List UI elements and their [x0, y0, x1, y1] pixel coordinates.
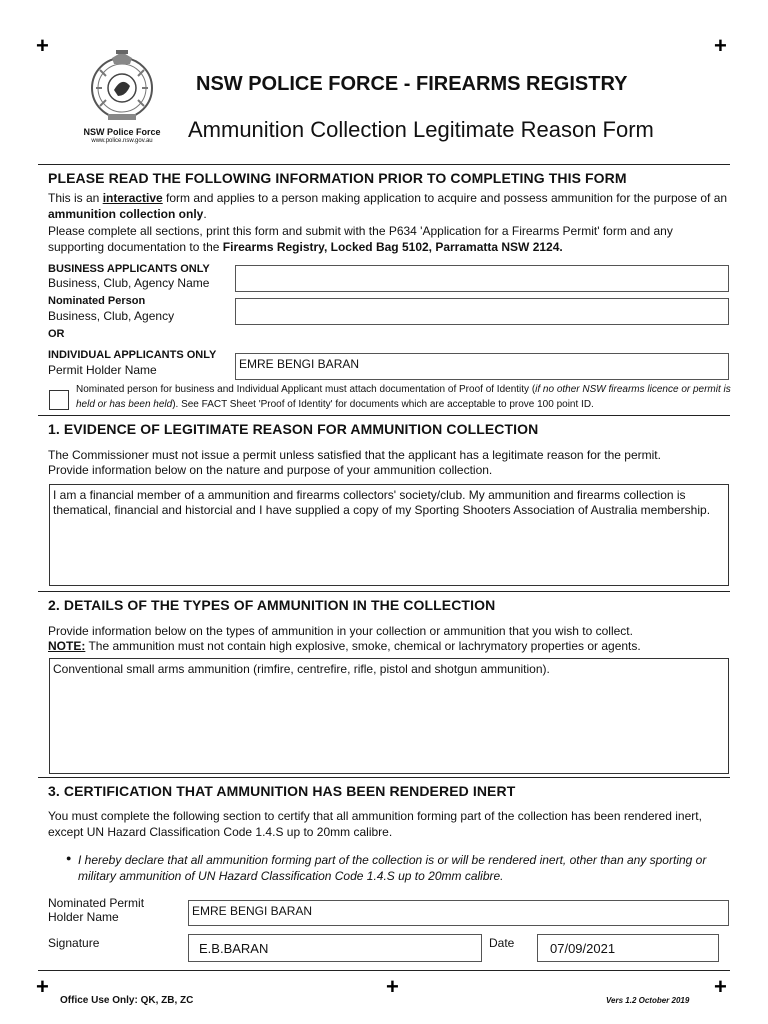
registration-mark: +	[36, 974, 49, 999]
registration-mark: +	[714, 33, 727, 58]
divider	[38, 164, 730, 165]
logo-name: NSW Police Force	[83, 127, 161, 137]
form-title: Ammunition Collection Legitimate Reason Form	[188, 117, 654, 142]
office-use-label: Office Use Only: QK, ZB, ZC	[60, 995, 194, 1006]
police-crest-icon	[86, 50, 158, 124]
bullet-icon: ●	[66, 853, 72, 863]
nominated-holder-name-field[interactable]: EMRE BENGI BARAN	[188, 900, 729, 926]
business-label: Business, Club, Agency Name	[48, 276, 210, 290]
interactive-emphasis: interactive	[102, 191, 163, 205]
section-1-line-1: The Commissioner must not issue a permit unless satisfied that the applicant has a legitimate reason for the permit.	[48, 448, 661, 462]
individual-heading: INDIVIDUAL APPLICANTS ONLY	[48, 349, 217, 361]
section-1-line-2: Provide information below on the nature and purpose of your ammunition collection.	[48, 463, 493, 477]
divider	[38, 970, 730, 971]
intro-heading: PLEASE READ THE FOLLOWING INFORMATION PRIOR TO COMPLETING THIS FORM	[48, 170, 627, 186]
holder-label-2: Holder Name	[48, 910, 119, 924]
version-label: Vers 1.2 October 2019	[606, 996, 690, 1005]
intro-paragraph-1: This is an interactive form and applies to a person making application to acquire and possess ammunition for the purpose of an ammunition collection only.	[48, 191, 728, 221]
section-1-heading: 1. EVIDENCE OF LEGITIMATE REASON FOR AMMUNITION COLLECTION	[48, 421, 539, 437]
nominated-person-field[interactable]	[235, 298, 729, 325]
individual-label: Permit Holder Name	[48, 363, 157, 377]
section-2-note: NOTE: The ammunition must not contain high explosive, smoke, chemical or lachrymatory properties or agents.	[48, 639, 641, 653]
proof-of-identity-checkbox[interactable]	[49, 390, 69, 410]
intro-paragraph-2: Please complete all sections, print this form and submit with the P634 'Application for a Firearms Permit' form and any supporting documentation to the Firearms Registry, Locked Bag 5102, Parramatta NSW 2124.	[48, 224, 673, 254]
date-field[interactable]: 07/09/2021	[537, 934, 719, 962]
registration-mark: +	[386, 974, 399, 999]
date-label: Date	[489, 936, 515, 950]
section-2-heading: 2. DETAILS OF THE TYPES OF AMMUNITION IN THE COLLECTION	[48, 597, 496, 613]
divider	[38, 415, 730, 416]
registration-mark: +	[36, 33, 49, 58]
signature-field[interactable]: E.B.BARAN	[188, 934, 482, 962]
divider	[38, 591, 730, 592]
proof-of-identity-note: Nominated person for business and Individual Applicant must attach documentation of Proof of Identity (if no other NSW firearms licence or permit is held or has been held). See FACT Sheet 'Proof of Identity' for documents which are acceptable to prove 100 point ID.	[76, 384, 731, 410]
police-logo	[74, 50, 170, 150]
or-label: OR	[48, 328, 65, 340]
section-3-heading: 3. CERTIFICATION THAT AMMUNITION HAS BEEN RENDERED INERT	[48, 783, 516, 799]
divider	[38, 777, 730, 778]
holder-label-1: Nominated Permit	[48, 896, 145, 910]
signature-label: Signature	[48, 936, 100, 950]
nominated-label: Business, Club, Agency	[48, 309, 175, 323]
business-name-field[interactable]	[235, 265, 729, 292]
legitimate-reason-textarea[interactable]: I am a financial member of a ammunition and firearms collectors' society/club. My ammunition and firearms collection is thematical, financial and historcial and I have supplied a copy of my Sporting Shooters Association of Australia membership.	[49, 484, 729, 586]
section-3-line-1: You must complete the following section to certify that all ammunition forming part of the collection has been rendered inert, except UN Hazard Classification Code 1.4.S up to 20mm calibre.	[48, 809, 702, 839]
registration-mark: +	[714, 974, 727, 999]
permit-holder-name-field[interactable]: EMRE BENGI BARAN	[235, 353, 729, 380]
inert-declaration: I hereby declare that all ammunition forming part of the collection is or will be rendered inert, other than any sporting or military ammunition of UN Hazard Classification Code 1.4.S up to 20mm calibre.	[78, 853, 707, 883]
nominated-heading: Nominated Person	[48, 295, 146, 307]
page-title: NSW POLICE FORCE - FIREARMS REGISTRY	[196, 73, 628, 95]
ammunition-types-textarea[interactable]: Conventional small arms ammunition (rimfire, centrefire, rifle, pistol and shotgun ammunition).	[49, 658, 729, 774]
section-2-line-1: Provide information below on the types of ammunition in your collection or ammunition that you wish to collect.	[48, 624, 633, 638]
business-heading: BUSINESS APPLICANTS ONLY	[48, 263, 210, 275]
logo-url: www.police.nsw.gov.au	[91, 138, 153, 144]
